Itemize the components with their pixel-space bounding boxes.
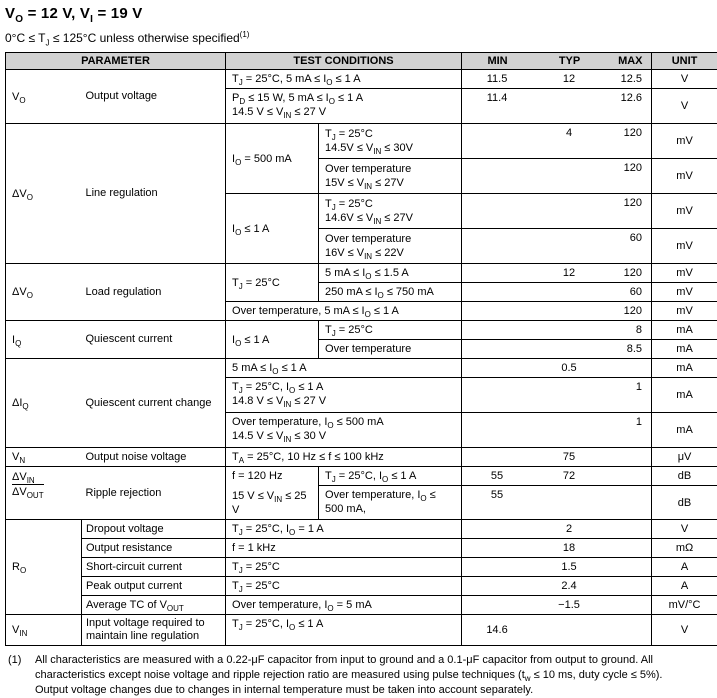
unit-cell: A (652, 558, 717, 577)
param-name: Quiescent current change (82, 359, 226, 448)
fraction-denominator: $\Delta V_{OUT}$ (12, 485, 44, 498)
value-cell (462, 359, 652, 378)
value-max (606, 467, 650, 470)
value-min: 55 (462, 486, 532, 501)
value-typ: 0.5 (532, 359, 606, 374)
electrical-characteristics-table (5, 52, 717, 646)
test-condition: Over temperature, $I_O \le 500$ mA 14.5 $V \le V_{IN} \le 30$ V (226, 413, 462, 448)
value-max (606, 486, 650, 489)
value-cell (462, 340, 652, 359)
param-name: Peak output current (82, 577, 226, 596)
value-max: 8 (606, 321, 650, 336)
unit-cell: mV (652, 302, 717, 321)
col-header-typ: TYP (533, 53, 607, 67)
footnote-marker: (1) (5, 653, 35, 698)
value-cell (462, 283, 652, 302)
param-name: Output noise voltage (82, 448, 226, 467)
col-header-unit: UNIT (652, 53, 717, 70)
test-condition: $T_J = 25^\circ C$ (226, 264, 319, 302)
value-typ (532, 378, 606, 381)
test-condition: Over temperature, 5 mA ≤ $I_O \le 1$ A (226, 302, 462, 321)
value-cell (462, 467, 652, 486)
param-name: Dropout voltage (82, 520, 226, 539)
value-cell (462, 89, 652, 124)
test-condition-sub: $T_J = 25^\circ C$, $I_O \le 1$ A (319, 467, 462, 486)
test-condition-sub: 5 mA ≤ $I_O \le 1.5$ A (319, 264, 462, 283)
value-max (606, 359, 650, 362)
value-typ (532, 302, 606, 305)
value-typ: 2.4 (532, 577, 606, 592)
value-cell (462, 486, 652, 520)
col-header-parameter: PARAMETER (6, 53, 226, 70)
value-typ (532, 340, 606, 343)
value-typ: 12 (532, 264, 606, 279)
value-min (462, 577, 532, 580)
footnote-text: All characteristics are measured with a 0.22-μF capacitor from input to ground and a 0.1-μF capacitor from output to ground. All characteristics except noise voltage and ripple rejection ratio are measured using pulse techniques ($t_w \le 10$ ms, duty cycle ≤ 5%). Output voltage changes due to changes in internal temperature must be taken into account separately. (35, 653, 715, 698)
param-name: Average TC of $V_{OUT}$ (82, 596, 226, 615)
unit-cell: mV (652, 283, 717, 302)
condition-line: f = 120 Hz (232, 469, 314, 483)
value-typ (532, 283, 606, 286)
unit-cell: mA (652, 413, 717, 448)
value-typ: 4 (532, 124, 606, 139)
test-condition-sub: Over temperature $15V \le V_{IN} \le 27V$ (319, 159, 462, 194)
value-cell (462, 229, 652, 264)
unit-cell: dB (652, 467, 717, 486)
value-min: 11.4 (462, 89, 532, 104)
test-condition (226, 467, 319, 520)
value-max: 120 (606, 159, 650, 174)
value-cell (462, 577, 652, 596)
value-min (462, 448, 532, 451)
test-condition-sub: Over temperature, $I_O \le 500$ mA, (319, 486, 462, 520)
value-min (462, 264, 532, 267)
table-row (6, 596, 717, 615)
table-row (6, 520, 717, 539)
test-condition-sub: 250 mA ≤ $I_O \le 750$ mA (319, 283, 462, 302)
value-typ (532, 89, 606, 92)
value-min (462, 229, 532, 232)
test-condition: $I_O \le 1$ A (226, 194, 319, 264)
test-condition: $T_J = 25^\circ C$ (226, 558, 462, 577)
value-typ (532, 321, 606, 324)
value-min (462, 558, 532, 561)
unit-cell: μV (652, 448, 717, 467)
param-name: Line regulation (82, 124, 226, 264)
table-row (6, 467, 717, 486)
value-min (462, 596, 532, 599)
value-typ: 1.5 (532, 558, 606, 573)
unit-cell: mV/°C (652, 596, 717, 615)
test-condition: $T_J = 25^\circ C$, $I_O \le 1$ A 14.8 $V \le V_{IN} \le 27$ V (226, 378, 462, 413)
value-max (606, 520, 650, 523)
delta-vin-over-delta-vout (12, 471, 44, 498)
conditions-note: $0^\circ C \le T_J \le 125^\circ C$ unless otherwise specified$^{(1)}$ (5, 31, 715, 45)
value-cell (462, 520, 652, 539)
test-condition-sub: $T_J = 25^\circ C$ $14.5V \le V_{IN} \le 30V$ (319, 124, 462, 159)
value-cell (462, 302, 652, 321)
test-condition-sub: Over temperature $16V \le V_{IN} \le 22V$ (319, 229, 462, 264)
param-name: Short-circuit current (82, 558, 226, 577)
value-typ (532, 229, 606, 232)
footnote (5, 653, 715, 698)
value-cell (462, 124, 652, 159)
param-symbol: $\Delta V_O$ (6, 124, 82, 264)
test-condition: 5 mA ≤ $I_O \le 1$ A (226, 359, 462, 378)
unit-cell: V (652, 70, 717, 89)
condition-line: 15 $V \le V_{IN} \le 25$ V (232, 489, 314, 517)
col-header-values (462, 53, 652, 70)
value-max: 120 (606, 194, 650, 209)
unit-cell: A (652, 577, 717, 596)
value-max: 1 (606, 378, 650, 393)
value-max (606, 539, 650, 542)
value-max (606, 577, 650, 580)
value-min (462, 378, 532, 381)
fraction-numerator: $\Delta V_{IN}$ (12, 471, 44, 485)
value-min: 55 (462, 467, 532, 482)
value-max: 120 (606, 302, 650, 317)
param-symbol: $V_{IN}$ (6, 615, 82, 646)
col-header-min: MIN (463, 53, 533, 67)
value-typ: 72 (532, 467, 606, 482)
value-max: 120 (606, 264, 650, 279)
value-max: 60 (606, 283, 650, 298)
param-symbol: $V_N$ (6, 448, 82, 467)
unit-cell: mΩ (652, 539, 717, 558)
unit-cell: dB (652, 486, 717, 520)
unit-cell: mA (652, 359, 717, 378)
value-cell (462, 264, 652, 283)
param-name: Quiescent current (82, 321, 226, 359)
param-symbol: $I_Q$ (6, 321, 82, 359)
param-symbol: $V_O$ (6, 70, 82, 124)
value-max: 1 (606, 413, 650, 428)
datasheet-page (5, 5, 715, 698)
table-row (6, 558, 717, 577)
value-cell (462, 558, 652, 577)
table-row (6, 577, 717, 596)
param-name: Ripple rejection (82, 467, 226, 520)
param-symbol-ripple-fraction (6, 467, 82, 520)
unit-cell: V (652, 520, 717, 539)
value-min (462, 159, 532, 162)
page-title: $V_O = 12$ V, $V_I = 19$ V (5, 5, 715, 22)
value-min (462, 539, 532, 542)
value-cell (462, 159, 652, 194)
unit-cell: mV (652, 229, 717, 264)
value-typ: 12 (532, 70, 606, 85)
value-min (462, 283, 532, 286)
param-symbol: $\Delta I_Q$ (6, 359, 82, 448)
table-row (6, 70, 717, 89)
value-cell (462, 413, 652, 448)
test-condition: Over temperature, $I_O = 5$ mA (226, 596, 462, 615)
value-min: 11.5 (462, 70, 532, 85)
value-cell (462, 378, 652, 413)
value-cell (462, 615, 652, 646)
value-min: 14.6 (462, 624, 532, 636)
value-typ: 75 (532, 448, 606, 463)
value-min (462, 321, 532, 324)
test-condition: $I_O \le 1$ A (226, 321, 319, 359)
value-min (462, 520, 532, 523)
table-row (6, 124, 717, 159)
test-condition: $T_J = 25^\circ C$, $I_O = 1$ A (226, 520, 462, 539)
value-min (462, 194, 532, 197)
param-name: Output voltage (82, 70, 226, 124)
value-cell (462, 194, 652, 229)
test-condition-sub: Over temperature (319, 340, 462, 359)
test-condition: $I_O = 500$ mA (226, 124, 319, 194)
unit-cell: mV (652, 264, 717, 283)
test-condition: $T_J = 25^\circ C$, 5 mA ≤ $I_O \le 1$ A (226, 70, 462, 89)
col-header-max: MAX (607, 53, 651, 67)
value-max (606, 558, 650, 561)
value-typ (532, 159, 606, 162)
value-max: 12.6 (606, 89, 650, 104)
value-typ (532, 413, 606, 416)
unit-cell: V (652, 615, 717, 646)
unit-cell: mV (652, 159, 717, 194)
table-row (6, 448, 717, 467)
value-max (606, 448, 650, 451)
table-header-row (6, 53, 717, 70)
unit-cell: mA (652, 321, 717, 340)
test-condition: $T_A = 25^\circ C$, 10 Hz ≤ f ≤ 100 kHz (226, 448, 462, 467)
value-max: 8.5 (606, 340, 650, 355)
value-typ (532, 194, 606, 197)
value-max: 12.5 (606, 70, 650, 85)
test-condition: f = 1 kHz (226, 539, 462, 558)
value-min (462, 359, 532, 362)
param-symbol: $R_O$ (6, 520, 82, 615)
value-typ: 2 (532, 520, 606, 535)
table-row (6, 615, 717, 646)
value-min (462, 340, 532, 343)
value-cell (462, 596, 652, 615)
value-cell (462, 448, 652, 467)
test-condition-sub: $T_J = 25^\circ C$ $14.6V \le V_{IN} \le 27V$ (319, 194, 462, 229)
value-cell (462, 70, 652, 89)
value-typ: −1.5 (532, 596, 606, 611)
value-max: 120 (606, 124, 650, 139)
test-condition: $T_J = 25^\circ C$ (226, 577, 462, 596)
value-min (462, 413, 532, 416)
unit-cell: mA (652, 378, 717, 413)
value-max (606, 596, 650, 599)
param-name: Load regulation (82, 264, 226, 321)
unit-cell: mV (652, 124, 717, 159)
table-row (6, 359, 717, 378)
table-row (6, 539, 717, 558)
unit-cell: mV (652, 194, 717, 229)
unit-cell: V (652, 89, 717, 124)
param-name: Output resistance (82, 539, 226, 558)
value-cell (462, 539, 652, 558)
table-row (6, 321, 717, 340)
table-row (6, 264, 717, 283)
test-condition: $P_D \le 15$ W, 5 mA ≤ $I_O \le 1$ A 14.5 $V \le V_{IN} \le 27$ V (226, 89, 462, 124)
unit-cell: mA (652, 340, 717, 359)
value-min (462, 302, 532, 305)
value-typ (532, 486, 606, 489)
value-max: 60 (606, 229, 650, 244)
param-symbol: $\Delta V_O$ (6, 264, 82, 321)
col-header-test-conditions: TEST CONDITIONS (226, 53, 462, 70)
value-cell (462, 321, 652, 340)
param-name: Input voltage required to maintain line regulation (82, 615, 226, 646)
value-min (462, 124, 532, 127)
value-typ: 18 (532, 539, 606, 554)
test-condition-sub: $T_J = 25^\circ C$ (319, 321, 462, 340)
test-condition: $T_J = 25^\circ C$, $I_O \le 1$ A (226, 615, 462, 646)
